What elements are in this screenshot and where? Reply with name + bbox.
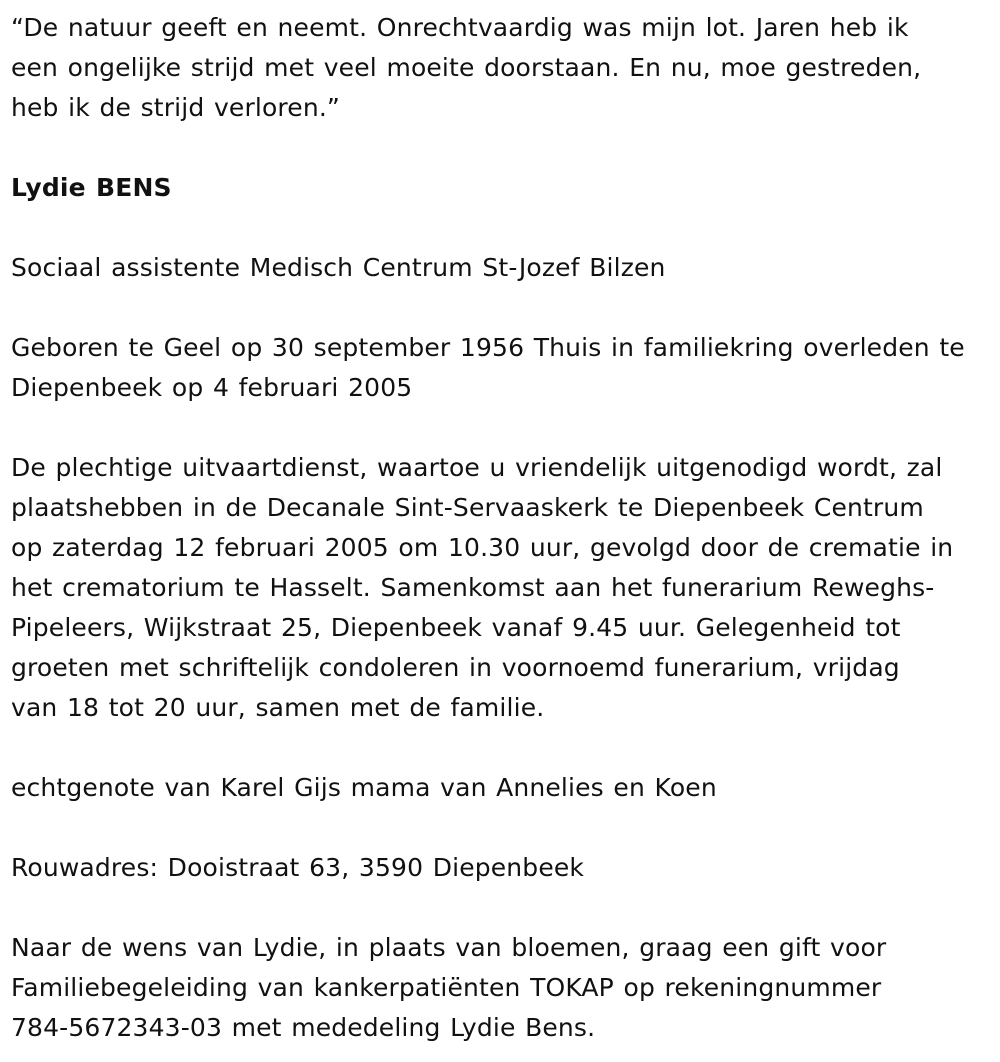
funeral-line: het crematorium te Hasselt. Samenkomst aan het funerarium Reweghs- [11,573,935,602]
name-paragraph [11,168,1000,208]
occupation-text: Sociaal assistente Medisch Centrum St-Jozef Bilzen [11,253,666,282]
funeral-line: groeten met schriftelijk condoleren in voornoemd funerarium, vrijdag [11,653,900,682]
family-text: echtgenote van Karel Gijs mama van Annelies en Koen [11,773,717,802]
occupation-paragraph [11,248,1000,288]
birth-death-line: Geboren te Geel op 30 september 1956 Thuis in familiekring overleden te [11,333,965,362]
funeral-line: van 18 tot 20 uur, samen met de familie. [11,693,545,722]
funeral-line: De plechtige uitvaartdienst, waartoe u vriendelijk uitgenodigd wordt, zal [11,453,943,482]
birth-death-line: Diepenbeek op 4 februari 2005 [11,373,413,402]
quote-paragraph [11,8,1000,128]
donation-line: Naar de wens van Lydie, in plaats van bloemen, graag een gift voor [11,933,887,962]
address-paragraph [11,848,1000,888]
donation-paragraph [11,928,1000,1048]
funeral-paragraph [11,448,1000,728]
quote-line: een ongelijke strijd met veel moeite doorstaan. En nu, moe gestreden, [11,53,922,82]
quote-line: “De natuur geeft en neemt. Onrechtvaardig was mijn lot. Jaren heb ik [11,13,909,42]
address-text: Rouwadres: Dooistraat 63, 3590 Diepenbeek [11,853,585,882]
donation-line: 784-5672343-03 met mededeling Lydie Bens. [11,1013,596,1042]
birth-death-paragraph [11,328,1000,408]
donation-line: Familiebegeleiding van kankerpatiënten TOKAP op rekeningnummer [11,973,882,1002]
funeral-line: op zaterdag 12 februari 2005 om 10.30 uur, gevolgd door de crematie in [11,533,954,562]
funeral-line: Pipeleers, Wijkstraat 25, Diepenbeek vanaf 9.45 uur. Gelegenheid tot [11,613,901,642]
deceased-name: Lydie BENS [11,173,172,202]
funeral-line: plaatshebben in de Decanale Sint-Servaaskerk te Diepenbeek Centrum [11,493,924,522]
family-paragraph [11,768,1000,808]
quote-line: heb ik de strijd verloren.” [11,93,341,122]
